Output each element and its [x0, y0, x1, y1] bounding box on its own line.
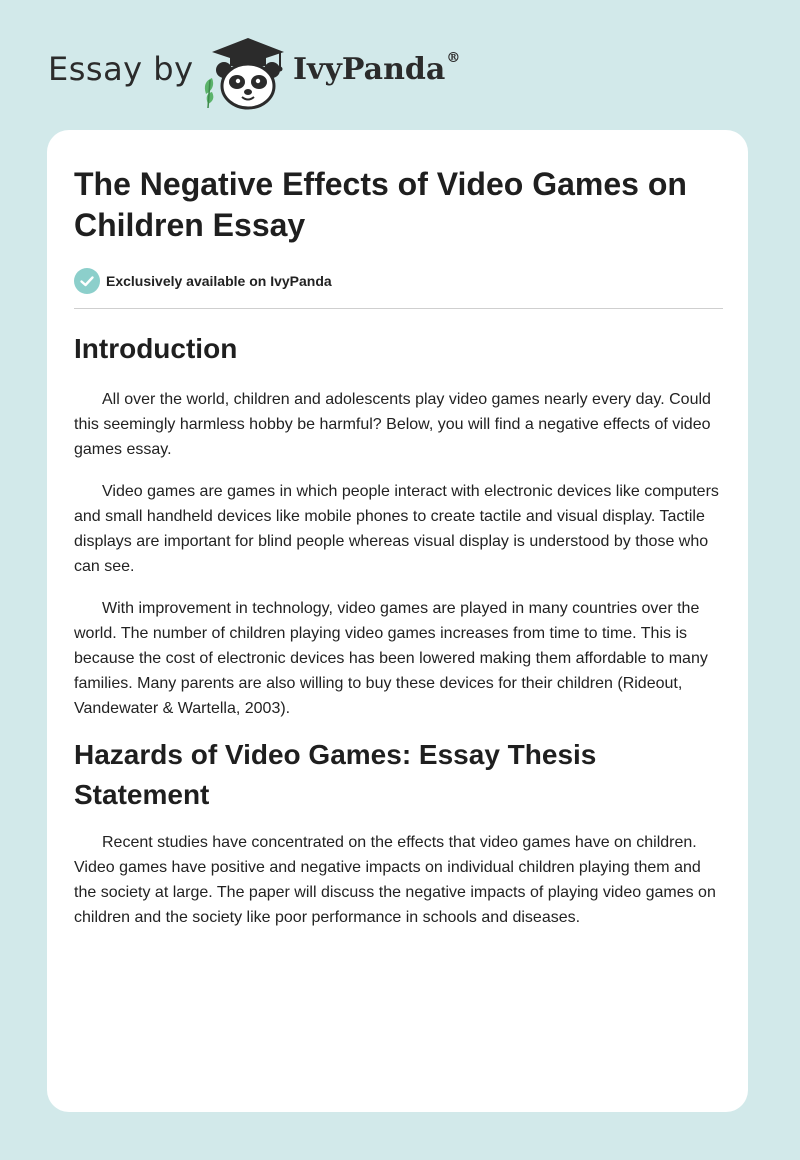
paragraph: Recent studies have concentrated on the effects that video games have on children. Video games have positive and negative impacts on individual children playing them and the society at large. The paper will discuss the negative impacts of playing video games on children and the society like poor performance in schools and diseases. [74, 834, 716, 926]
essay-content [74, 164, 723, 930]
exclusive-badge [74, 268, 723, 294]
essay-card [47, 130, 748, 1112]
brand-name[interactable]: IvyPanda® [293, 50, 461, 87]
exclusive-label: Exclusively available on IvyPanda [106, 273, 332, 289]
section-heading-hazards: Hazards of Video Games: Essay Thesis Statement [74, 739, 597, 810]
paragraph: Video games are games in which people interact with electronic devices like computers and small handheld devices like mobile phones to create tactile and visual display. Tactile displays are important for blind people whereas visual display is understood by those who can see. [74, 483, 719, 575]
section-heading-introduction: Introduction [74, 333, 238, 364]
paragraph: With improvement in technology, video games are played in many countries over the world. The number of children playing video games increases from time to time. This is because the cost of electronic devices has been lowered making them affordable to many families. Many parents are also willing to buy these devices for their children (Rideout, Vandewater & Wartella, 2003). [74, 600, 708, 717]
essay-title: The Negative Effects of Video Games on Children Essay [74, 166, 687, 243]
site-header [48, 30, 548, 110]
panda-graduate-icon[interactable] [200, 34, 292, 110]
essay-by-label: Essay by [48, 50, 194, 88]
paragraph: All over the world, children and adolescents play video games nearly every day. Could this seemingly harmless hobby be harmful? Below, you will find a negative effects of video games essay. [74, 391, 711, 458]
check-circle-icon [74, 268, 100, 294]
divider [74, 308, 723, 309]
